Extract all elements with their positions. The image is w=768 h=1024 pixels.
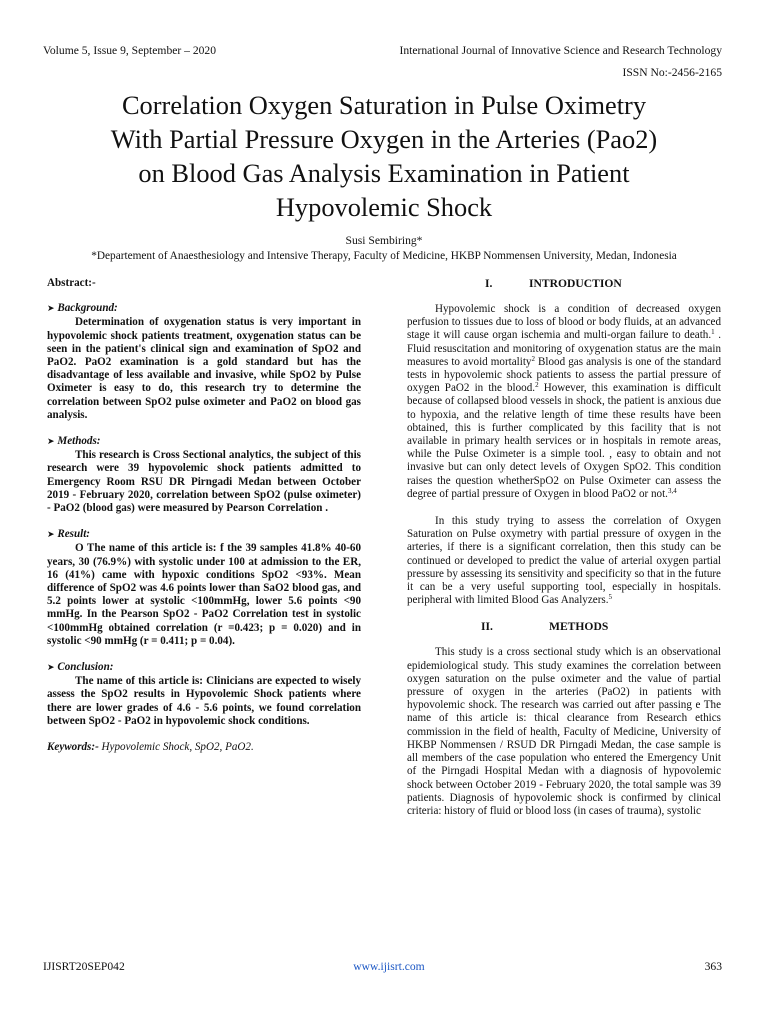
title-line: on Blood Gas Analysis Examination in Patient [138,158,630,188]
section-heading-introduction [407,277,721,291]
journal-name: International Journal of Innovative Science and Research Technology [399,44,722,57]
volume-issue: Volume 5, Issue 9, September – 2020 [43,44,217,57]
conclusion-text: The name of this article is: Clinicians are expected to wisely assess the SpO2 results in Hypovolemic Shock patients where there are lower grades of 4.6 - 5.6 points, we found correlation between SpO2 - PaO2 in hypovolemic shock conditions. [47,675,361,727]
title-line: Correlation Oxygen Saturation in Pulse Oximetry [121,90,647,120]
intro-paragraph-1: Hypovolemic shock is a condition of decreased oxygen perfusion to tissues due to loss of blood or body fluids, at an advanced stage it will cause organ ischemia and multi-organ failure to death.$^1$ . Fluid resuscitation and monitoring of oxygenation status are the main measures to avoid mortality$^2$ Blood gas analysis is one of the standard tests in hypovolemic shock patients to assess the partial pressure of oxygen PaO2 in the blood.$^2$ However, this examination is difficult because of collapsed blood vessels in shock, the patient is anxious due to hypoxia, and the relative length of time these results have been obtained, this is further complicated by this facility that is not available in primary health services or in hospitals in remote areas, while the Pulse Oximeter is a simple tool. , easy to obtain and not invasive but can only detect levels of Oxygen SpO2. This condition raises the question whetherSpO2 on Pulse Oximeter can assess the degree of partial pressure of Oxygen in blood PaO2 or not.$^{3,4}$ [407,303,721,500]
background-text: Determination of oxygenation status is very important in hypovolemic shock patients treatment, oxygenation status can be seen in the patient's clinical sign and examination of SpO2 and PaO2. PaO2 examination is a gold standard but has the disadvantage of less available and invasive, while SpO2 by Pulse Oximeter is easy to do, this research try to determine the correlation between SpO2 pulse oximeter and PaO2 on blood gas analysis. [47,316,361,421]
page-number: 363 [704,960,722,973]
methods-text: This research is Cross Sectional analytics, the subject of this research were 39 hypovolemic shock patients admitted to Emergency Room RSU DR Pirngadi Medan between October 2019 - February 2020, correlation between SpO2 (pulse oximeter) - PaO2 (blood gas) were measured by Pearson Correlation . [47,449,361,515]
paper-title [40,88,728,224]
abstract-heading: Abstract:- [47,277,96,289]
title-line: Hypovolemic Shock [275,192,493,222]
section-number: I. [485,277,493,290]
bullet-arrow-icon: ➤ [47,304,55,315]
article-code: IJISRT20SEP042 [43,960,125,973]
background-heading: ➤ Background: [47,302,118,315]
bullet-arrow-icon: ➤ [47,663,55,674]
section-number: II. [481,620,493,634]
intro-paragraph-2: In this study trying to assess the correlation of Oxygen Saturation on Pulse oxymetry with partial pressure of oxygen in the arteries, if there is a significant correlation, then this study can be continued or developed to predict the value of arterial oxygen partial pressure by assessing its sensitivity and specificity so that in the future it can be a very useful supporting tool, especially in hospitals. peripheral with limited Blood Gas Analyzers.$^5$ [407,515,721,607]
methods-paragraph-1: This study is a cross sectional study which is an observational epidemiological study. This study examines the correlation between oxygen saturation on the pulse oximeter and the value of partial pressure of oxygen in the arteries (PaO2) in patients with hypovolemic shock. The research was carried out after passing e The name of this article is: thical clearance from Research ethics commission in the field of health, Faculty of Medicine, University of HKBP Nommensen / RSUD DR Pirngadi Medan, the case sample is all members of the case population who entered the Emergency Unit of the Pirngadi Hospital Medan with a diagnosis of hypovolemic shock between October 2019 - February 2020, the total sample was 39 patients. Diagnosis of hypovolemic shock is confirmed by clinical criteria: history of fluid or blood loss (in cases of trauma), systolic [407,646,721,817]
section-title: METHODS [549,620,609,634]
result-heading: ➤ Result: [47,528,90,541]
abstract-column [47,277,361,754]
bullet-arrow-icon: ➤ [47,530,55,541]
conclusion-heading: ➤ Conclusion: [47,661,114,674]
body-column [407,277,721,818]
author: Susi Sembiring* [345,234,423,247]
section-title: INTRODUCTION [529,277,622,290]
keywords [47,741,361,754]
bullet-arrow-icon: ➤ [47,437,55,448]
section-heading-methods [407,620,721,634]
result-text: O The name of this article is: f the 39 samples 41.8% 40-60 years, 30 (76.9%) with systolic under 100 at admission to the ER, 16 (41%) came with hypoxic conditions SpO2 <93%. Mean difference of SpO2 was 4.6 points lower than SaO2 blood gas, and 5.2 points lower at systolic <100mmHg, lower 5.6 points <90 mmHg. In the Pearson SpO2 - PaO2 Correlation test in systolic <100mmHg obtained correlation (r =0.423; p = 0.020) and in systolic <90 mmHg (r = 0.411; p = 0.04). [47,542,361,647]
keywords-label: Keywords:- [47,741,99,754]
title-line: With Partial Pressure Oxygen in the Arteries (Pao2) [110,124,658,154]
journal-link[interactable]: www.ijisrt.com [353,960,425,973]
affiliation: *Departement of Anaesthesiology and Intensive Therapy, Faculty of Medicine, HKBP Nommensen University, Medan, Indonesia [91,250,677,262]
issn: ISSN No:-2456-2165 [622,66,722,79]
keywords-text: Hypovolemic Shock, SpO2, PaO2. [98,741,254,754]
methods-heading: ➤ Methods: [47,435,101,448]
